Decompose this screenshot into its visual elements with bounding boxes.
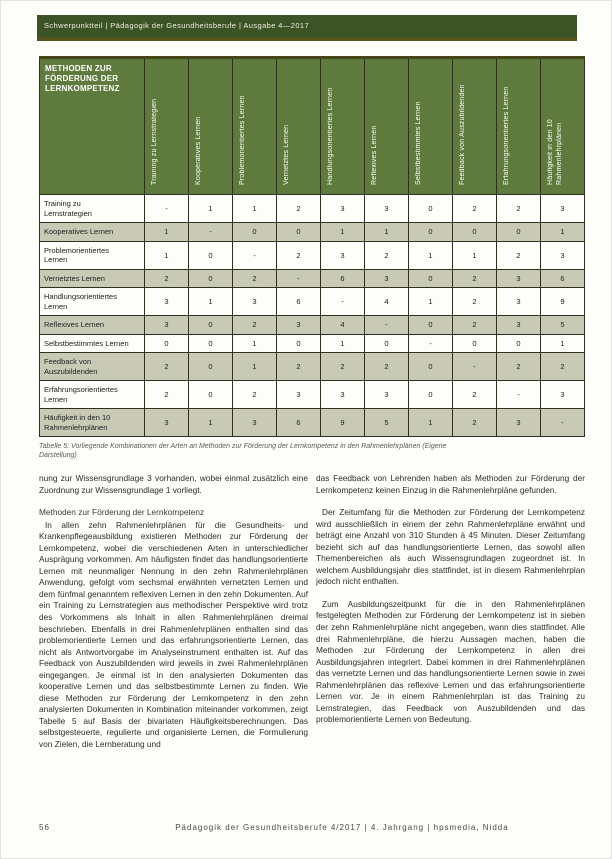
column-header <box>497 58 541 195</box>
column-header <box>145 58 189 195</box>
table-section <box>39 56 585 460</box>
table-cell: 2 <box>453 195 497 223</box>
table-body <box>40 195 585 437</box>
table-cell: 2 <box>321 353 365 381</box>
row-label: Problemorientiertes Lernen <box>40 241 145 269</box>
column-header <box>321 58 365 195</box>
paragraph: Zum Ausbildungszeitpunkt für die in den Rahmenlehrplänen festgelegten Methoden zur Förderung der Lernkompetenz ist in sieben der zehn Rahmenlehrpläne nicht angegeben, wann dies stattfindet. Alle drei Rahmenlehrpläne, die hierzu Aussagen machen, haben die Methoden zur Förderung der Lernkompetenz in allen drei Ausbildungsjahren integriert. Dabei kommen in drei Rahmenlehrplänen das vernetzte Lernen und das handlungsorientierte Lernen sowie in zwei Rahmenlehrplänen das reflexive Lernen und das erfahrungsorientierte Lernen vor. Je in einem Rahmenlehrplan ist das Training zu Lernstrategien, das Feedback von Auszubildenden und das problemorientierte Lernen von Bedeutung. <box>316 598 585 725</box>
table-cell: - <box>453 353 497 381</box>
table-cell: 1 <box>541 334 585 353</box>
table-row <box>40 409 585 437</box>
page-number: 56 <box>39 823 50 832</box>
table-cell: 0 <box>189 269 233 288</box>
column-header-label: Problemorientiertes Lernen <box>239 95 246 185</box>
table-cell: 1 <box>321 223 365 242</box>
table-cell: 5 <box>365 409 409 437</box>
table-cell: 6 <box>321 269 365 288</box>
table-cell: 0 <box>365 334 409 353</box>
row-label: Feedback von Auszubildenden <box>40 353 145 381</box>
table-cell: 3 <box>321 241 365 269</box>
table-cell: 0 <box>409 316 453 335</box>
table-row <box>40 316 585 335</box>
table-cell: 2 <box>497 195 541 223</box>
page-header-text: Schwerpunktteil | Pädagogik der Gesundheitsberufe | Ausgabe 4—2017 <box>44 21 310 30</box>
table-cell: 3 <box>145 409 189 437</box>
table-cell: - <box>277 269 321 288</box>
table-row <box>40 353 585 381</box>
column-header <box>365 58 409 195</box>
header-accent-rule <box>37 37 577 41</box>
row-label: Training zu Lernstrategien <box>40 195 145 223</box>
table-cell: 9 <box>541 288 585 316</box>
row-label: Häufigkeit in den 10 Rahmenlehrplänen <box>40 409 145 437</box>
table-cell: 0 <box>233 223 277 242</box>
row-label: Handlungsorientiertes Lernen <box>40 288 145 316</box>
table-cell: 1 <box>409 288 453 316</box>
table-cell: 3 <box>233 288 277 316</box>
table-cell: 0 <box>497 223 541 242</box>
table-cell: 9 <box>321 409 365 437</box>
table-cell: 1 <box>189 409 233 437</box>
column-header-label: Training zu Lernstrategien <box>151 98 158 185</box>
paragraph: Der Zeitumfang für die Methoden zur Förderung der Lernkompetenz wird ausschließlich in einem der zehn Rahmenlehrpläne erwähnt und beträgt eine Anzahl von 310 Stunden à 45 Minuten. Dieser Zeitumfang bezieht sich auf das handlungsorientierte Lernen, das sowohl allen Themenbereichen als auch Wissensgrundlagen zugeordnet ist. In welchem Ausbildungsjahr dies stattfindet, ist in diesem Rahmenlehrplan jedoch nicht enthalten. <box>316 507 585 587</box>
paragraph: In allen zehn Rahmenlehrplänen für die Gesundheits- und Krankenpflegeausbildung existieren Methoden zur Förderung der Lernkompetenz, wobei die verschiedenen Arten in unterschiedlicher Ausprägung vorkommen. Am häufigsten findet das handlungsorientierte Lernen mit neunmaliger Nennung in den zehn Rahmenlehrplänen Anwendung, gefolgt vom sechsmal erwähnten vernetzten Lernen und dem fünfmal genanntem reflexiven Lernen in den zehn Dokumenten. Auf ein Training zu Lernstrategien aus methodischer Perspektive wird trotz des Vorkommens als Inhalt in allen Rahmenlehrplänen dreimal beschrieben. Ebenfalls in drei Rahmenlehrplänen enthalten sind das problemorientierte Lernen und das erfahrungsorientierte Lernen, das nicht als Antwortvorgabe im Analyseinstrument enthalten ist. Auf das Feedback von Auszubildenden wird jeweils in zwei Rahmenlehrplänen eingegangen. Je einmal ist in den analysierten Dokumenten das kooperative Lernen und das selbstbestimmte Lernen zu finden. Wie diese Methoden zur Förderung der Lernkompetenz in den zehn analysierten Dokumenten in Kombination miteinander vorkommen, zeigt Tabelle 5 auf Basis der bivariaten Häufigkeitsberechnungen. Das selbstgesteuerte, regulierte und organisierte Lernen, die Formulierung von Zielen, die Lernberatung und <box>39 519 308 750</box>
table-cell: - <box>365 316 409 335</box>
table-cell: 3 <box>145 316 189 335</box>
column-header-label: Erfahrungsorientiertes Lernen <box>503 86 510 185</box>
table-cell: 0 <box>453 334 497 353</box>
table-cell: 2 <box>233 269 277 288</box>
page-header-bar <box>37 15 577 37</box>
table-cell: 2 <box>277 353 321 381</box>
table-cell: 2 <box>453 288 497 316</box>
table-cell: 3 <box>365 381 409 409</box>
table-cell: 0 <box>409 381 453 409</box>
table-cell: 2 <box>277 195 321 223</box>
table-cell: - <box>233 241 277 269</box>
table-header <box>40 58 585 195</box>
table-cell: 3 <box>541 381 585 409</box>
table-cell: - <box>189 223 233 242</box>
table-header-row <box>40 58 585 195</box>
column-header <box>189 58 233 195</box>
row-label: Reflexives Lernen <box>40 316 145 335</box>
table-cell: 0 <box>189 334 233 353</box>
table-cell: 1 <box>189 195 233 223</box>
table-cell: 0 <box>189 353 233 381</box>
table-cell: 4 <box>321 316 365 335</box>
table-cell: 1 <box>189 288 233 316</box>
table-cell: 3 <box>497 269 541 288</box>
table-cell: 1 <box>365 223 409 242</box>
column-header-label: Häufigkeit in den 10 Rahmenlehrplänen <box>547 119 563 185</box>
table-row <box>40 381 585 409</box>
table-cell: 1 <box>541 223 585 242</box>
article-right-column <box>316 473 585 762</box>
article-left-column <box>39 473 308 762</box>
table-cell: 1 <box>233 353 277 381</box>
table-cell: 0 <box>189 241 233 269</box>
article-body <box>39 473 585 762</box>
table-cell: 0 <box>409 353 453 381</box>
table-cell: - <box>409 334 453 353</box>
paragraph: nung zur Wissensgrundlage 3 vorhanden, wobei einmal zusätzlich eine Zuordnung zur Wissensgrundlage 1 vorliegt. <box>39 473 308 495</box>
table-cell: 2 <box>453 269 497 288</box>
table-cell: 2 <box>541 353 585 381</box>
table-cell: 0 <box>145 334 189 353</box>
table-cell: 2 <box>365 353 409 381</box>
table-cell: 1 <box>145 241 189 269</box>
table-cell: 1 <box>409 409 453 437</box>
table-cell: 2 <box>277 241 321 269</box>
column-header-label: Feedback von Auszubildenden <box>459 84 466 185</box>
table-cell: - <box>497 381 541 409</box>
table-cell: 6 <box>277 288 321 316</box>
table-cell: 3 <box>541 241 585 269</box>
table-cell: 2 <box>145 353 189 381</box>
table-cell: 2 <box>497 353 541 381</box>
column-header <box>233 58 277 195</box>
table-cell: 2 <box>453 316 497 335</box>
table-cell: - <box>541 409 585 437</box>
table-cell: 0 <box>277 334 321 353</box>
table-cell: 0 <box>277 223 321 242</box>
table-cell: 0 <box>453 223 497 242</box>
table-cell: 2 <box>145 269 189 288</box>
row-label: Selbstbestimmtes Lernen <box>40 334 145 353</box>
table-cell: 0 <box>409 223 453 242</box>
table-cell: 3 <box>321 381 365 409</box>
table-cell: 2 <box>453 409 497 437</box>
page-footer <box>39 823 579 832</box>
table-cell: 2 <box>233 381 277 409</box>
table-cell: - <box>145 195 189 223</box>
table-cell: 1 <box>321 334 365 353</box>
table-row <box>40 241 585 269</box>
table-cell: 3 <box>277 316 321 335</box>
column-header-label: Kooperatives Lernen <box>195 116 202 185</box>
table-cell: 2 <box>233 316 277 335</box>
table-cell: 1 <box>453 241 497 269</box>
table-row <box>40 269 585 288</box>
table-cell: 0 <box>189 381 233 409</box>
table-cell: 6 <box>541 269 585 288</box>
table-cell: - <box>321 288 365 316</box>
table-cell: 3 <box>541 195 585 223</box>
table-cell: 3 <box>277 381 321 409</box>
table-cell: 3 <box>145 288 189 316</box>
table-row <box>40 223 585 242</box>
table-caption: Tabelle 5: Vorliegende Kombinationen der Arten an Methoden zur Förderung der Lernkompetenz in den Rahmenlehrplänen (Eigene Darstellung) <box>39 443 447 459</box>
column-header-label: Reflexives Lernen <box>371 125 378 185</box>
table-cell: 2 <box>497 241 541 269</box>
table-cell: 0 <box>497 334 541 353</box>
table-cell: 3 <box>365 195 409 223</box>
table-cell: 3 <box>497 316 541 335</box>
row-label: Kooperatives Lernen <box>40 223 145 242</box>
table-cell: 3 <box>497 409 541 437</box>
column-header <box>409 58 453 195</box>
row-label: Erfahrungsorientiertes Lernen <box>40 381 145 409</box>
methods-combination-table <box>39 56 585 437</box>
table-cell: 1 <box>233 334 277 353</box>
paragraph: das Feedback von Lehrenden haben als Methoden zur Förderung der Lernkompetenz keinen Einzug in die Rahmenlehrpläne gefunden. <box>316 473 585 495</box>
column-header <box>277 58 321 195</box>
table-cell: 6 <box>277 409 321 437</box>
table-cell: 0 <box>409 269 453 288</box>
column-header-label: Vernetztes Lernen <box>283 124 290 185</box>
section-heading: Methoden zur Förderung der Lernkompetenz <box>39 507 205 518</box>
table-cell: 3 <box>233 409 277 437</box>
table-cell: 1 <box>145 223 189 242</box>
row-label: Vernetztes Lernen <box>40 269 145 288</box>
column-header-label: Handlungsorientiertes Lernen <box>327 87 334 185</box>
journal-footer-line: Pädagogik der Gesundheitsberufe 4/2017 | 4. Jahrgang | hpsmedia, Nidda <box>175 823 509 832</box>
table-cell: 2 <box>145 381 189 409</box>
table-cell: 1 <box>233 195 277 223</box>
table-row <box>40 288 585 316</box>
table-cell: 0 <box>189 316 233 335</box>
column-header-label: Selbstbestimmtes Lernen <box>415 101 422 185</box>
column-header <box>453 58 497 195</box>
table-cell: 5 <box>541 316 585 335</box>
table-cell: 3 <box>321 195 365 223</box>
table-cell: 2 <box>365 241 409 269</box>
table-cell: 3 <box>365 269 409 288</box>
table-cell: 0 <box>409 195 453 223</box>
column-header <box>541 58 585 195</box>
table-cell: 1 <box>409 241 453 269</box>
table-corner-header: METHODEN ZUR FÖRDERUNG DER LERNKOMPETENZ <box>40 58 145 195</box>
table-cell: 2 <box>453 381 497 409</box>
table-row <box>40 334 585 353</box>
table-cell: 4 <box>365 288 409 316</box>
table-row <box>40 195 585 223</box>
table-cell: 3 <box>497 288 541 316</box>
